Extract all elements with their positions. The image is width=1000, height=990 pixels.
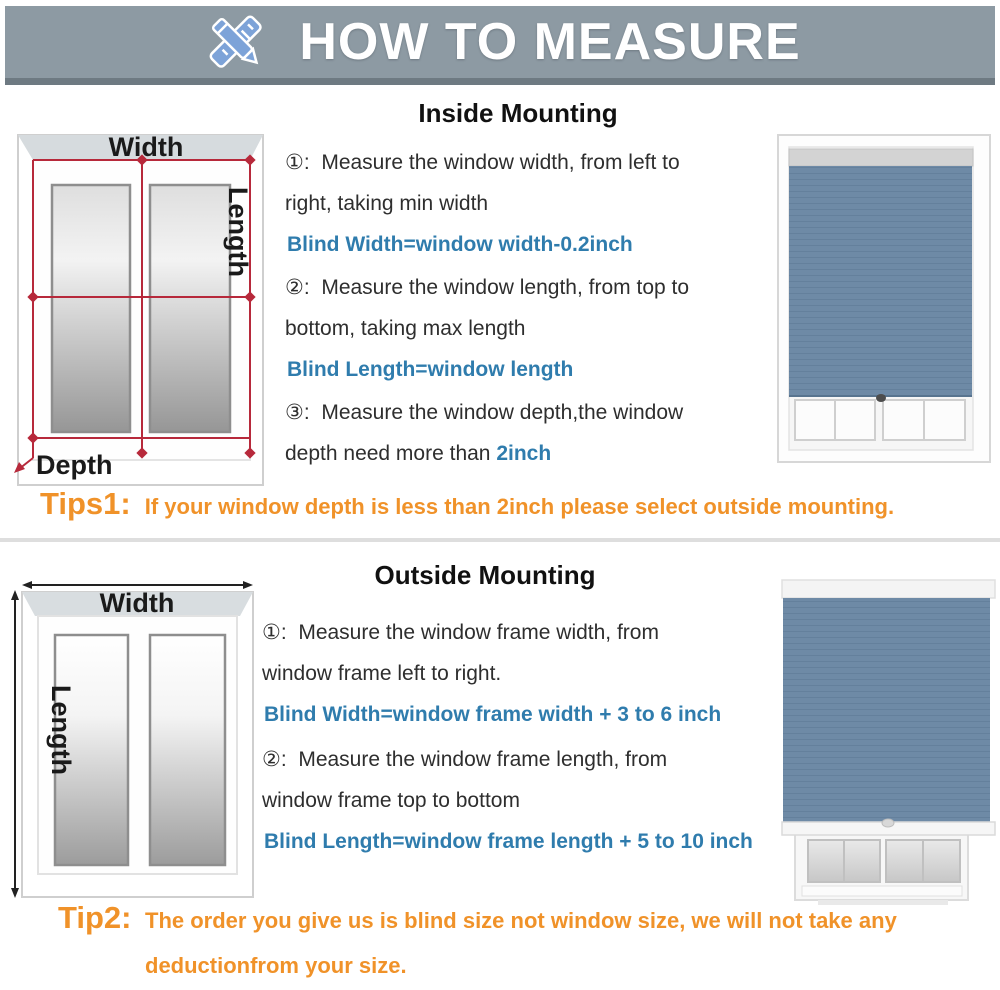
- outside-formula-width: Blind Width=window frame width + 3 to 6 inch: [264, 703, 722, 726]
- outside-step1-line1: ①: Measure the window frame width, from: [262, 621, 659, 644]
- outside-step2-line1: ②: Measure the window frame length, from: [262, 748, 668, 771]
- inside-formula-length: Blind Length=window length: [287, 358, 574, 381]
- inside-window-diagram: [0, 120, 280, 492]
- outside-formula-length: Blind Length=window frame length + 5 to 10 inch: [264, 830, 753, 853]
- ruler-pencil-icon: [199, 11, 273, 73]
- tip2-label: Tip2:: [58, 900, 132, 935]
- outside-blind-image: [740, 560, 1000, 910]
- inside-step3-line2: depth need more than 2inch: [285, 442, 552, 465]
- inside-depth-label: Depth: [36, 450, 113, 480]
- inside-length-label: Length: [223, 187, 253, 277]
- inside-mounting-heading: Inside Mounting: [418, 98, 618, 128]
- outside-step2-line2: window frame top to bottom: [262, 789, 520, 812]
- inside-step2-line2: bottom, taking max length: [285, 317, 526, 340]
- tip2-line2: deductionfrom your size.: [145, 953, 407, 978]
- tips1-row: [40, 486, 894, 522]
- page-title: HOW TO MEASURE: [299, 13, 801, 71]
- outside-step1-line2: window frame left to right.: [262, 662, 502, 685]
- inside-formula-width: Blind Width=window width-0.2inch: [287, 233, 633, 256]
- section-divider: [0, 538, 1000, 542]
- outside-mounting-heading: Outside Mounting: [374, 560, 596, 590]
- inside-blind-image: [765, 120, 995, 472]
- tip2-line1: The order you give us is blind size not window size, we will not take any: [145, 908, 897, 933]
- outside-width-label: Width: [99, 588, 175, 618]
- inside-step1-line2: right, taking min width: [285, 192, 489, 215]
- inside-step1-line1: ①: Measure the window width, from left to: [285, 151, 680, 174]
- tips1-text: If your window depth is less than 2inch please select outside mounting.: [144, 494, 895, 519]
- outside-length-label: Length: [46, 685, 76, 775]
- inside-width-label: Width: [108, 132, 184, 162]
- tips1-label: Tips1:: [40, 486, 131, 521]
- outside-window-diagram: [0, 570, 270, 910]
- inside-step2-line1: ②: Measure the window length, from top to: [285, 276, 690, 299]
- header-banner: [5, 6, 995, 85]
- inside-step3-line1: ③: Measure the window depth,the window: [285, 401, 684, 424]
